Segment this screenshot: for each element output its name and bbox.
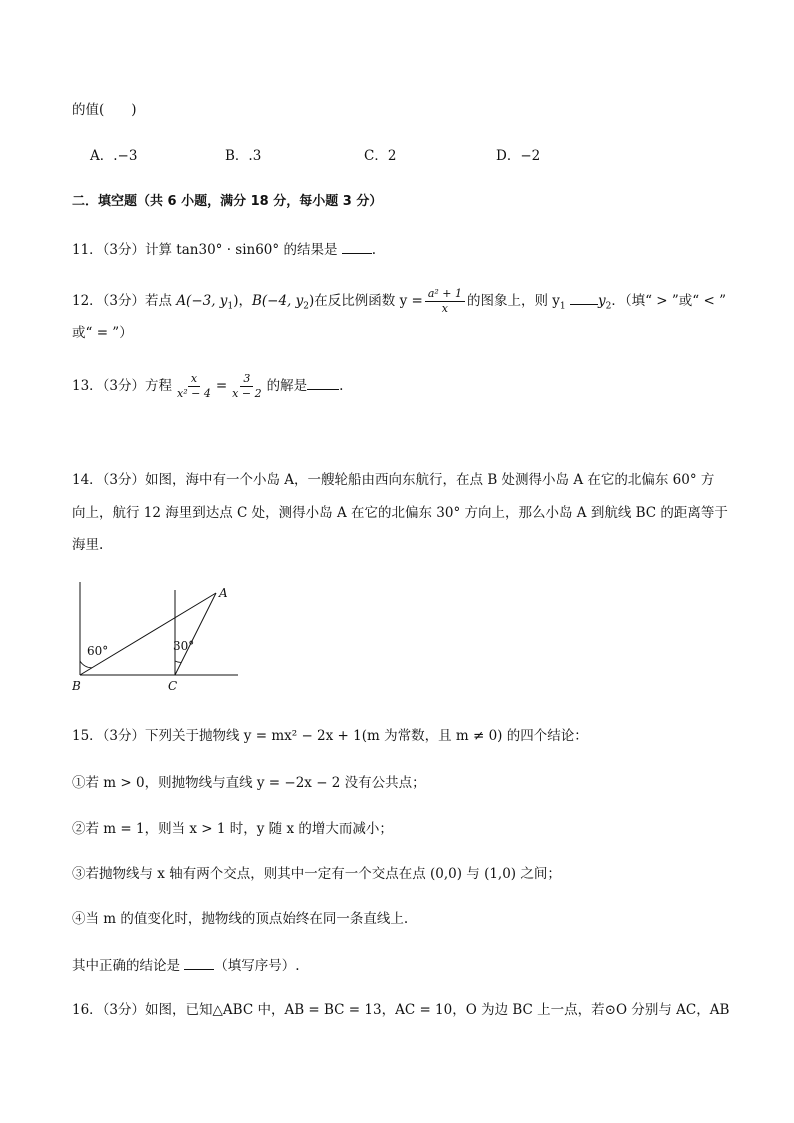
q13-answer-blank bbox=[307, 375, 339, 390]
q10-option-d: D．−2 bbox=[496, 148, 541, 164]
q14-line1: 14．（3分）如图，海中有一个小岛 A，一艘轮船由西向东航行，在点 B 处测得小岛 A 在它的北偏东 60° 方 bbox=[72, 472, 715, 488]
q12-frac-num: a² + 1 bbox=[425, 287, 465, 302]
q14-line2: 向上，航行 12 海里到达点 C 处，测得小岛 A 在它的北偏东 30° 方向上，那么小岛 A 到航线 BC 的距离等于 bbox=[72, 505, 728, 521]
q10-tail: 的值( ) bbox=[72, 102, 137, 118]
q13-post: 的解是 bbox=[266, 378, 308, 394]
q16-line1: 16．（3分）如图，已知△ABC 中，AB = BC = 13，AC = 10，O 为边 BC 上一点，若⊙O 分别与 AC，AB bbox=[72, 1002, 730, 1018]
q15-conclusion-2: ②若 m = 1，则当 x > 1 时，y 随 x 的增大而减小； bbox=[72, 821, 393, 837]
q13-equals: = bbox=[215, 378, 228, 394]
q15-conclusion-1: ①若 m > 0，则抛物线与直线 y = −2x − 2 没有公共点； bbox=[72, 775, 426, 791]
q11-text: 11．（3分）计算 tan30° · sin60° 的结果是 bbox=[72, 242, 342, 258]
q12-b-sub: 2 bbox=[303, 301, 310, 312]
q12-y2: y bbox=[597, 293, 606, 309]
q15-answer-post: （填写序号）. bbox=[214, 958, 300, 974]
q15-answer-pre: 其中正确的结论是 bbox=[72, 958, 185, 974]
question-12 bbox=[72, 287, 726, 317]
q13-frac1-den: x² − 4 bbox=[177, 387, 211, 400]
q12-y2-sub: 2 bbox=[605, 301, 612, 312]
angle-label-30: 30° bbox=[173, 639, 195, 653]
angle-label-60: 60° bbox=[87, 644, 109, 658]
angle-arc-b bbox=[80, 661, 92, 668]
angle-arc-c bbox=[175, 661, 181, 663]
q12-fraction bbox=[425, 287, 465, 316]
q10-option-a: A．.−3 bbox=[90, 148, 138, 164]
q13-frac1-num: x bbox=[188, 372, 200, 387]
q12-sep: )， bbox=[233, 293, 252, 309]
label-c: C bbox=[168, 679, 178, 693]
q12-point-a: A(−3, y bbox=[176, 293, 228, 309]
q12-line2: 或“ = ”） bbox=[72, 325, 133, 341]
section-title: 二．填空题（共 6 小题，满分 18 分，每小题 3 分） bbox=[72, 194, 383, 209]
q13-end: . bbox=[339, 378, 344, 394]
q15-answer-blank bbox=[184, 955, 214, 970]
label-b: B bbox=[72, 679, 81, 693]
label-a: A bbox=[219, 586, 228, 600]
q15-answer bbox=[72, 955, 300, 976]
q15-conclusion-3: ③若抛物线与 x 轴有两个交点，则其中一定有一个交点在点 (0,0) 与 (1,0) 之间； bbox=[72, 866, 561, 882]
q12-frac-den: x bbox=[441, 302, 449, 315]
q12-mid: )在反比例函数 y = bbox=[309, 293, 423, 309]
q13-frac2-num: 3 bbox=[240, 372, 253, 387]
q10-option-b: B．.3 bbox=[225, 148, 262, 164]
q12-tail: ．（填“ > ”或“ < ” bbox=[611, 293, 726, 309]
q12-pre: 12．（3分）若点 bbox=[72, 293, 177, 309]
q15-stem: 15．（3分）下列关于抛物线 y = mx² − 2x + 1(m 为常数，且 m ≠ 0) 的四个结论： bbox=[72, 728, 588, 744]
question-13 bbox=[72, 372, 343, 401]
q15-conclusion-4: ④当 m 的值变化时，抛物线的顶点始终在同一条直线上. bbox=[72, 911, 409, 927]
q14-line3: 海里. bbox=[72, 537, 104, 553]
question-11 bbox=[72, 239, 376, 260]
q12-after: 的图象上，则 y bbox=[467, 293, 560, 309]
q13-fraction-1 bbox=[174, 372, 214, 401]
q11-end: . bbox=[371, 242, 377, 258]
geometry-figure bbox=[72, 580, 252, 695]
q10-option-c: C．2 bbox=[364, 148, 397, 164]
q11-answer-blank bbox=[342, 239, 372, 254]
q12-a-sub: 1 bbox=[227, 301, 234, 312]
q12-y1-sub: 1 bbox=[559, 301, 566, 312]
q13-pre: 13．（3分）方程 bbox=[72, 378, 173, 394]
q12-point-b: B(−4, y bbox=[251, 293, 304, 309]
q13-fraction-2 bbox=[229, 372, 264, 401]
q12-answer-blank bbox=[570, 290, 598, 305]
q13-frac2-den: x − 2 bbox=[232, 387, 262, 400]
